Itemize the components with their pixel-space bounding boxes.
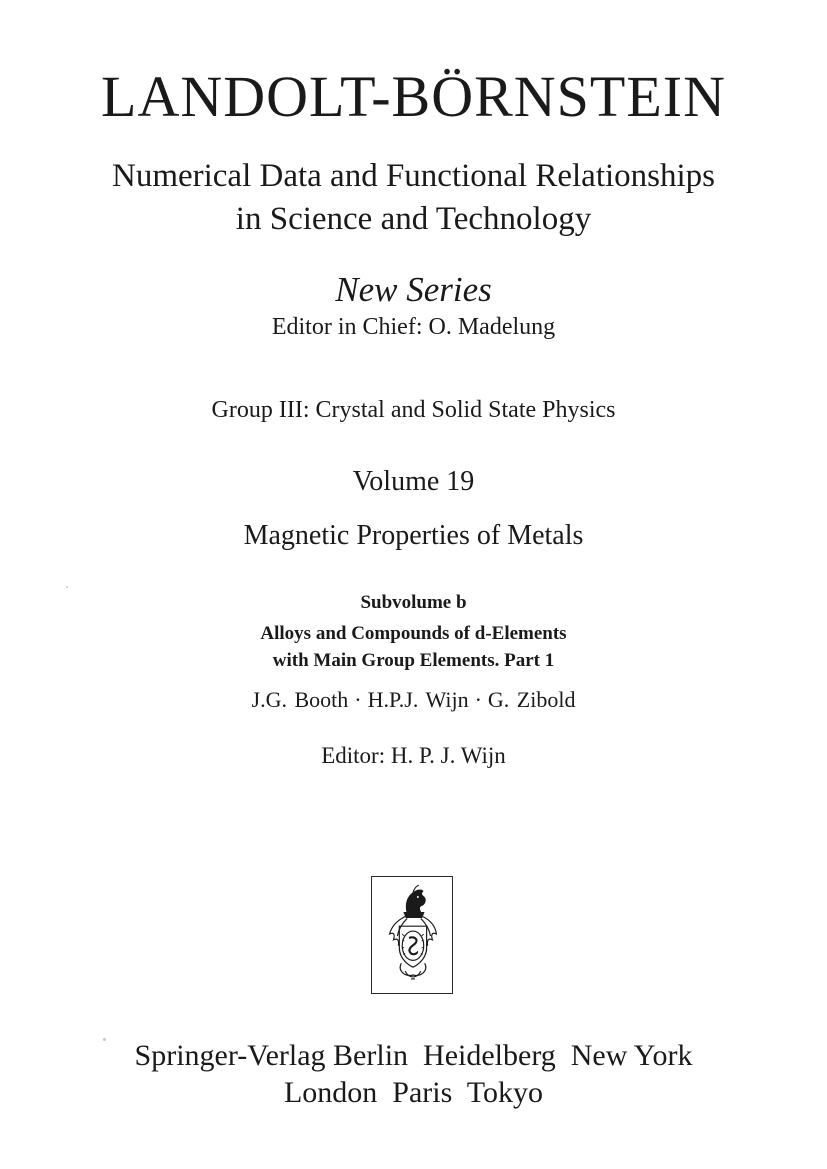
author-wijn: H.P.J. Wijn xyxy=(367,687,469,712)
publisher-emblem xyxy=(371,876,453,994)
paper-speck xyxy=(66,586,68,588)
editor-in-chief: Editor in Chief: O. Madelung xyxy=(271,314,556,340)
volume-number: Volume 19 xyxy=(352,466,475,497)
author-booth: J.G. Booth xyxy=(251,687,349,712)
subtitle-line-2: in Science and Technology xyxy=(235,201,592,237)
publisher-line-1: Springer-Verlag Berlin Heidelberg New York xyxy=(134,1039,693,1072)
subvolume-title-line-2: with Main Group Elements. Part 1 xyxy=(272,650,555,671)
author-zibold: G. Zibold xyxy=(487,687,576,712)
volume-editor: Editor: H. P. J. Wijn xyxy=(321,743,506,768)
subvolume-title-line-1: Alloys and Compounds of d-Elements xyxy=(260,623,567,644)
author-separator: · xyxy=(354,687,362,712)
springer-knight-emblem-icon xyxy=(372,877,452,993)
volume-title: Magnetic Properties of Metals xyxy=(243,520,584,551)
subvolume-label: Subvolume b xyxy=(360,592,467,613)
subtitle-line-1: Numerical Data and Functional Relationships xyxy=(111,158,716,194)
paper-speck xyxy=(103,1038,106,1041)
new-series-label: New Series xyxy=(335,270,492,309)
publisher-line-2: London Paris Tokyo xyxy=(283,1076,543,1109)
author-separator: · xyxy=(474,687,482,712)
author-list xyxy=(0,689,827,711)
group-heading: Group III: Crystal and Solid State Physics xyxy=(211,397,616,423)
series-title: LANDOLT-BÖRNSTEIN xyxy=(101,64,726,129)
